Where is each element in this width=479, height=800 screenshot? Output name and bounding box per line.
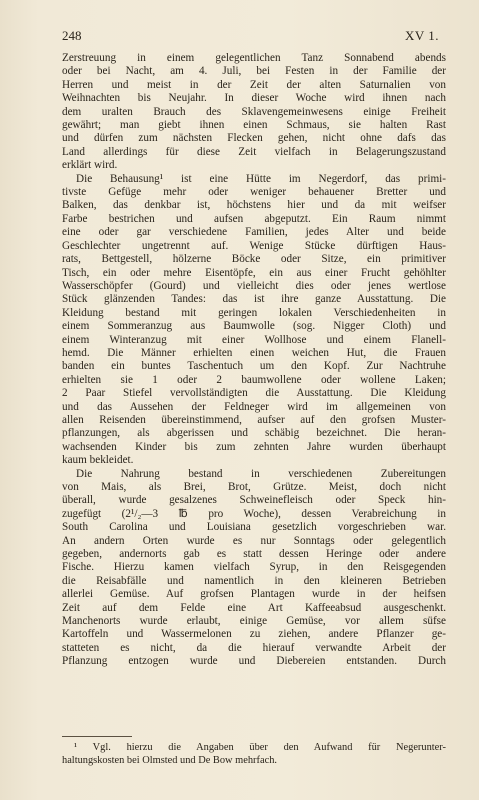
text-line: rats, Bettgestell, hölzerne Böcke oder Sitze, ein primitiver	[62, 253, 446, 266]
text-line: Geschlechter ungetrennt auf. Wenige Stücke dürftigen Haus-	[62, 239, 446, 252]
text-line: Kartoffeln und Wassermelonen zu ziehen, andere Pflanzer ge-	[62, 628, 446, 641]
text-line: Stück glänzenden Tandes: das ist ihre ganze Ausstattung. Die	[62, 293, 446, 306]
text-line: eine oder gar verschiedene Familien, jedes Alter und beide	[62, 226, 446, 239]
text-line: Zerstreuung in einem gelegentlichen Tanz Sonnabend abends	[62, 52, 446, 64]
text-line: wachsenden Kinder bis zum zehnten Jahre wurden überhaupt	[62, 440, 446, 453]
text-line: überall, wurde gesalzenes Schweinefleisch oder Speck hin-	[62, 494, 446, 507]
text-line: statteten es nicht, da die hierauf verwandte Arbeit der	[62, 641, 446, 654]
page-number: 248	[62, 28, 82, 43]
running-header	[62, 28, 439, 46]
text-line: gegeben, andernorts gab es statt dessen Heringe oder andere	[62, 548, 446, 561]
footnote	[62, 742, 446, 767]
text-line: von Mais, als Brei, Brot, Grütze. Meist, doch nicht	[62, 481, 446, 493]
text-line: South Carolina und Louisiana gesetzlich vorgeschrieben war.	[62, 521, 446, 534]
text-line: erklärt wird.	[62, 159, 118, 172]
text-line: die Reisabfälle und namentlich in den kleineren Betrieben	[62, 574, 446, 587]
text-line: zugefügt (2¹/₂—3 ℔ pro Woche), dessen Verabreichung in	[62, 507, 446, 520]
text-line: und das Aussehen der Feldneger wird im allgemeinen von	[62, 400, 446, 413]
text-line: Kleidung bestand mit geringen lokalen Verschiedenheiten in	[62, 306, 446, 319]
signature-mark: XV 1.	[404, 28, 439, 43]
text-line: tivste Gefüge mehr oder weniger behauener Bretter und	[62, 186, 446, 199]
text-line: Pflanzung entzogen wurde und Diebereien entstanden. Durch	[62, 655, 446, 668]
text-line: Land allerdings für diese Zeit vielfach in Belagerungszustand	[62, 145, 446, 158]
text-line: kaum bekleidet.	[62, 454, 134, 467]
footnote-line: haltungskosten bei Olmsted und De Bow mehrfach.	[62, 754, 277, 766]
text-line: dem uralten Brauch des Sklavengemeinwesens einige Freiheit	[62, 105, 446, 118]
text-line: Tisch, ein oder mehre Eisentöpfe, ein aus einer Frucht gehöhlter	[62, 266, 446, 279]
text-line: allen Reisenden übereinstimmend, aufser auf den grofsen Muster-	[62, 413, 446, 426]
text-line: erhielten sie 1 oder 2 baumwollene oder wollene Laken;	[62, 373, 446, 386]
text-line: allerlei Gemüse. Auf grofsen Plantagen wurde in der heifsen	[62, 588, 446, 601]
text-line: einem Sommeranzug aus Baumwolle (sog. Nigger Cloth) und	[62, 320, 446, 333]
text-line: oder bei Nacht, am 4. Juli, bei Festen in der Familie der	[62, 65, 446, 78]
text-line: Fische. Hierzu kamen vielfach Syrup, in den Reisgegenden	[62, 561, 446, 574]
footnote-line: ¹ Vgl. hierzu die Angaben über den Aufwand für Negerunter-	[74, 742, 446, 753]
text-line: hemd. Die Männer erhielten einen weichen Hut, die Frauen	[62, 346, 446, 359]
body-text	[62, 52, 446, 669]
text-line: Balken, das denkbar ist, höchstens hier und da mit weifser	[62, 199, 446, 212]
text-line: Die Behausung¹ ist eine Hütte im Negerdorf, das primi-	[76, 172, 446, 185]
text-line: Zeit auf dem Felde eine Art Kaffeeabsud ausgeschenkt.	[62, 601, 446, 614]
text-line: Die Nahrung bestand in verschiedenen Zubereitungen	[76, 467, 446, 480]
text-line: einem Winteranzug mit einer Wollhose und einem Flanell-	[62, 333, 446, 346]
text-line: Herren und meist in der Zeit der alten Saturnalien von	[62, 78, 446, 91]
text-line: 2 Paar Stiefel vervollständigten die Ausstattung. Die Kleidung	[62, 387, 446, 400]
footnote-divider	[62, 736, 132, 737]
text-line: Wasserschöpfer (Gourd) und vielleicht dies oder jenes wertlose	[62, 279, 446, 292]
text-line: gewährt; man giebt ihnen einen Schmaus, sie halten Rast	[62, 119, 446, 132]
text-line: und dürfen zum nächsten Flecken gehen, nicht ohne dafs das	[62, 132, 446, 145]
text-line: banden ein buntes Taschentuch um den Kopf. Zur Nachtruhe	[62, 360, 446, 373]
text-line: An andern Orten wurde es nur Sonntags oder gelegentlich	[62, 534, 446, 547]
text-line: Farbe bestrichen und aufsen abgeputzt. Ein Raum nimmt	[62, 212, 446, 225]
text-line: pflanzungen, als abgerissen und schäbig bezeichnet. Die heran-	[62, 427, 446, 440]
text-line: Manchenorts wurde erlaubt, einige Gemüse, vor allem süfse	[62, 615, 446, 628]
text-line: Weihnachten bis Neujahr. In dieser Woche wird ihnen nach	[62, 92, 446, 105]
